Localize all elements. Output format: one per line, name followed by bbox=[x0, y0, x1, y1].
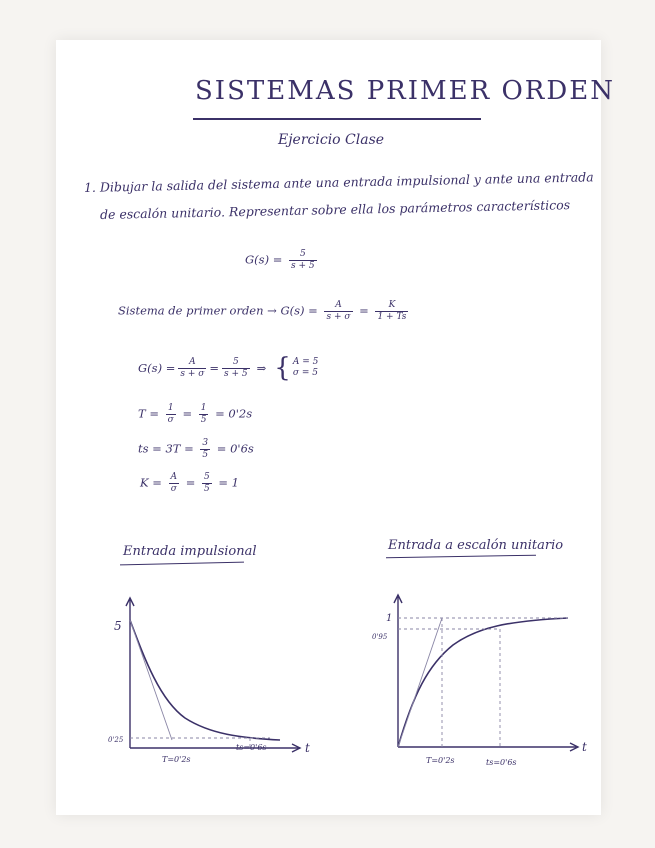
t-fraction-sigma bbox=[166, 403, 176, 426]
step-t-marker: T=0'2s bbox=[426, 756, 455, 765]
step-x-axis-label: t bbox=[582, 740, 587, 754]
time-constant-calc bbox=[138, 403, 252, 426]
system-equals: = bbox=[359, 303, 369, 318]
t-lhs: T = bbox=[138, 406, 159, 421]
t-fraction-sigma-den: σ bbox=[167, 415, 174, 425]
transfer-denominator: s + 5 bbox=[291, 261, 315, 271]
parameter-identification bbox=[138, 355, 318, 381]
k-fraction-5-num: 5 bbox=[204, 472, 210, 482]
task-statement-line-2: de escalón unitario. Representar sobre ella los parámetros característicos bbox=[99, 197, 571, 222]
settling-time-calc bbox=[138, 438, 254, 461]
a-value: A = 5 bbox=[292, 357, 319, 367]
system-fraction-k-num: K bbox=[388, 300, 396, 310]
ts-fraction-num: 3 bbox=[202, 438, 209, 448]
transfer-lhs: G(s) = bbox=[245, 252, 283, 267]
impulse-tangent-line bbox=[130, 620, 172, 740]
impulse-y-label-low: 0'25 bbox=[108, 736, 124, 744]
ident-fraction-5 bbox=[222, 357, 250, 380]
step-response-curve bbox=[398, 618, 568, 747]
step-ts-marker: ts=0'6s bbox=[486, 758, 517, 767]
ident-fraction-5-den: s + 5 bbox=[224, 368, 248, 379]
implies-arrow: ⇒ bbox=[256, 361, 267, 375]
system-fraction-k-den: 1 + Ts bbox=[377, 312, 407, 322]
k-fraction-a bbox=[169, 472, 180, 495]
step-response-graph bbox=[368, 585, 593, 770]
t-result: = 0'2s bbox=[215, 406, 253, 421]
brace-symbol: { bbox=[274, 353, 291, 383]
system-fraction-a bbox=[324, 300, 352, 323]
k-fraction-5-den: 5 bbox=[204, 484, 210, 494]
k-equals: = bbox=[185, 475, 196, 490]
k-fraction-a-den: σ bbox=[170, 484, 177, 494]
k-result: = 1 bbox=[218, 475, 239, 490]
transfer-function bbox=[245, 249, 320, 272]
ident-fraction-a-num: A bbox=[189, 356, 196, 367]
impulse-x-axis-label: t bbox=[305, 741, 310, 755]
t-fraction-5-num: 1 bbox=[200, 403, 207, 413]
ts-result: = 0'6s bbox=[216, 441, 254, 456]
sigma-value: σ = 5 bbox=[292, 368, 318, 378]
impulse-heading: Entrada impulsional bbox=[123, 544, 257, 559]
step-y-label-top: 1 bbox=[386, 613, 393, 624]
t-fraction-5 bbox=[199, 403, 209, 426]
page-subtitle: Ejercicio Clase bbox=[278, 132, 385, 148]
impulse-response-curve bbox=[130, 620, 280, 740]
system-label: Sistema de primer orden → bbox=[118, 303, 277, 318]
k-lhs: K = bbox=[140, 475, 162, 490]
t-equals: = bbox=[182, 406, 193, 421]
ts-fraction-den: 5 bbox=[202, 450, 209, 460]
impulse-t-marker: T=0'2s bbox=[162, 755, 191, 764]
impulse-y-label-top: 5 bbox=[114, 619, 122, 633]
ts-lhs: ts = 3T = bbox=[138, 441, 194, 456]
title-underline bbox=[193, 118, 481, 120]
ident-fraction-a-den: s + σ bbox=[180, 368, 205, 379]
step-tangent-line bbox=[398, 618, 442, 747]
impulse-response-graph bbox=[100, 590, 320, 770]
t-fraction-sigma-num: 1 bbox=[167, 403, 174, 413]
ident-lhs: G(s) = bbox=[138, 361, 176, 375]
transfer-numerator: 5 bbox=[299, 249, 306, 259]
ident-fraction-a bbox=[178, 357, 206, 380]
step-y-label-mid: 0'95 bbox=[372, 633, 388, 641]
k-fraction-5 bbox=[202, 472, 212, 495]
first-order-definition bbox=[118, 300, 411, 323]
t-fraction-5-den: 5 bbox=[200, 415, 207, 425]
ts-fraction bbox=[200, 438, 210, 461]
impulse-ts-marker: ts=0'6s bbox=[236, 743, 267, 752]
system-fraction-a-num: A bbox=[335, 300, 342, 310]
ident-equals: = bbox=[209, 361, 220, 375]
gain-calc bbox=[140, 472, 239, 495]
k-fraction-a-num: A bbox=[170, 472, 178, 482]
page-title: SISTEMAS PRIMER ORDEN bbox=[195, 76, 615, 106]
identification-brace bbox=[274, 355, 318, 381]
transfer-fraction bbox=[289, 249, 317, 272]
ident-fraction-5-num: 5 bbox=[232, 356, 239, 367]
system-g-lhs: G(s) = bbox=[280, 303, 318, 318]
step-heading: Entrada a escalón unitario bbox=[388, 538, 564, 553]
task-statement-line-1: 1. Dibujar la salida del sistema ante una entrada impulsional y ante una entrada bbox=[83, 169, 594, 195]
identification-values bbox=[293, 357, 319, 379]
system-fraction-a-den: s + σ bbox=[326, 312, 351, 322]
system-fraction-k bbox=[375, 300, 408, 323]
